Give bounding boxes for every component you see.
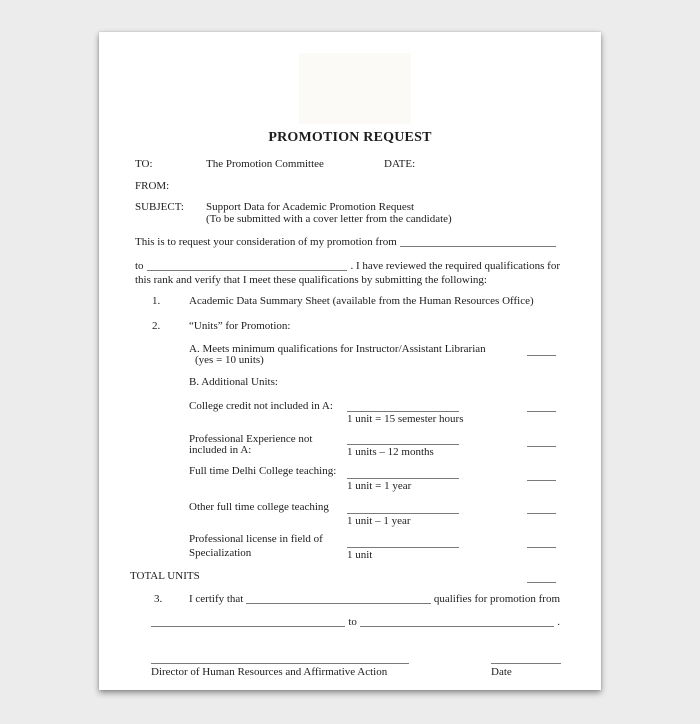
total-units-label: TOTAL UNITS [130, 570, 200, 582]
faded-logo-placeholder [299, 53, 411, 124]
unit-row-1-units-blank [527, 411, 556, 412]
unit-row-2-units-blank [527, 446, 556, 447]
certify-prefix: I certify that [189, 593, 244, 605]
date-signature-label: Date [491, 666, 512, 678]
certify-name-blank [246, 603, 430, 604]
date-label: DATE: [384, 158, 416, 170]
certify-number: 3. [154, 593, 163, 605]
section-b-label: B. Additional Units: [189, 376, 278, 388]
subject-value-line1: Support Data for Academic Promotion Request [206, 201, 415, 213]
total-units-blank [527, 582, 556, 583]
unit-row-5-label-line2: Specialization [189, 547, 252, 559]
unit-row-4-units-blank [527, 513, 556, 514]
promotion-request-form-page [99, 32, 601, 690]
unit-row-2-label-line2: included in A: [189, 444, 252, 456]
unit-row-5-note: 1 unit [347, 549, 373, 561]
unit-row-1-label: College credit not included in A: [189, 400, 333, 412]
intro-to-line [135, 260, 560, 273]
unit-row-1-note: 1 unit = 15 semester hours [347, 413, 464, 425]
unit-row-4-entry-line [347, 513, 459, 514]
intro-request-line [135, 236, 556, 249]
director-signature-label: Director of Human Resources and Affirmative Action [151, 666, 388, 678]
unit-row-5-label-line1: Professional license in field of [189, 533, 323, 545]
unit-row-3-label: Full time Delhi College teaching: [189, 465, 337, 477]
promotion-to-blank [147, 270, 348, 271]
unit-row-4-label: Other full time college teaching [189, 501, 329, 513]
unit-row-2-label-line1: Professional Experience not [189, 433, 313, 445]
item-2-text: “Units” for Promotion: [189, 320, 291, 332]
item-2-number: 2. [152, 320, 161, 332]
unit-row-3-entry-line [347, 478, 459, 479]
to-value: The Promotion Committee [206, 158, 324, 170]
certify-line-2 [151, 616, 560, 629]
unit-row-2-entry-line [347, 444, 459, 445]
certify-suffix: qualifies for promotion from [433, 593, 560, 605]
section-a-line1: A. Meets minimum qualifications for Instructor/Assistant Librarian [189, 343, 486, 355]
unit-row-5-units-blank [527, 547, 556, 548]
intro-reviewed-text: . I have reviewed the required qualifications for [350, 260, 560, 272]
director-signature-line [151, 663, 409, 664]
unit-row-1-entry-line [347, 411, 459, 412]
section-a-units-blank [527, 355, 556, 356]
intro-wrap-line: this rank and verify that I meet these qualifications by submitting the following: [135, 274, 487, 286]
subject-label: SUBJECT: [135, 201, 184, 213]
unit-row-2-note: 1 units – 12 months [347, 446, 434, 458]
certify-period: . [557, 616, 560, 628]
item-1-text: Academic Data Summary Sheet (available from the Human Resources Office) [189, 295, 534, 307]
unit-row-4-note: 1 unit – 1 year [347, 515, 411, 527]
certify-to-word: to [348, 616, 357, 628]
certify-to-rank-blank [360, 626, 554, 627]
intro-request-text: This is to request your consideration of my promotion from [135, 236, 397, 248]
unit-row-5-entry-line [347, 547, 459, 548]
from-label: FROM: [135, 180, 170, 192]
subject-value-line2: (To be submitted with a cover letter from the candidate) [206, 213, 452, 225]
form-title: PROMOTION REQUEST [268, 130, 432, 145]
promotion-from-blank [400, 246, 556, 247]
certify-from-rank-blank [151, 626, 345, 627]
section-a-line2: (yes = 10 units) [195, 354, 264, 366]
unit-row-3-note: 1 unit = 1 year [347, 480, 412, 492]
item-1-number: 1. [152, 295, 161, 307]
certify-line-1 [189, 593, 560, 606]
date-signature-line [491, 663, 561, 664]
to-label: TO: [135, 158, 153, 170]
unit-row-3-units-blank [527, 480, 556, 481]
intro-to-word: to [135, 260, 144, 272]
